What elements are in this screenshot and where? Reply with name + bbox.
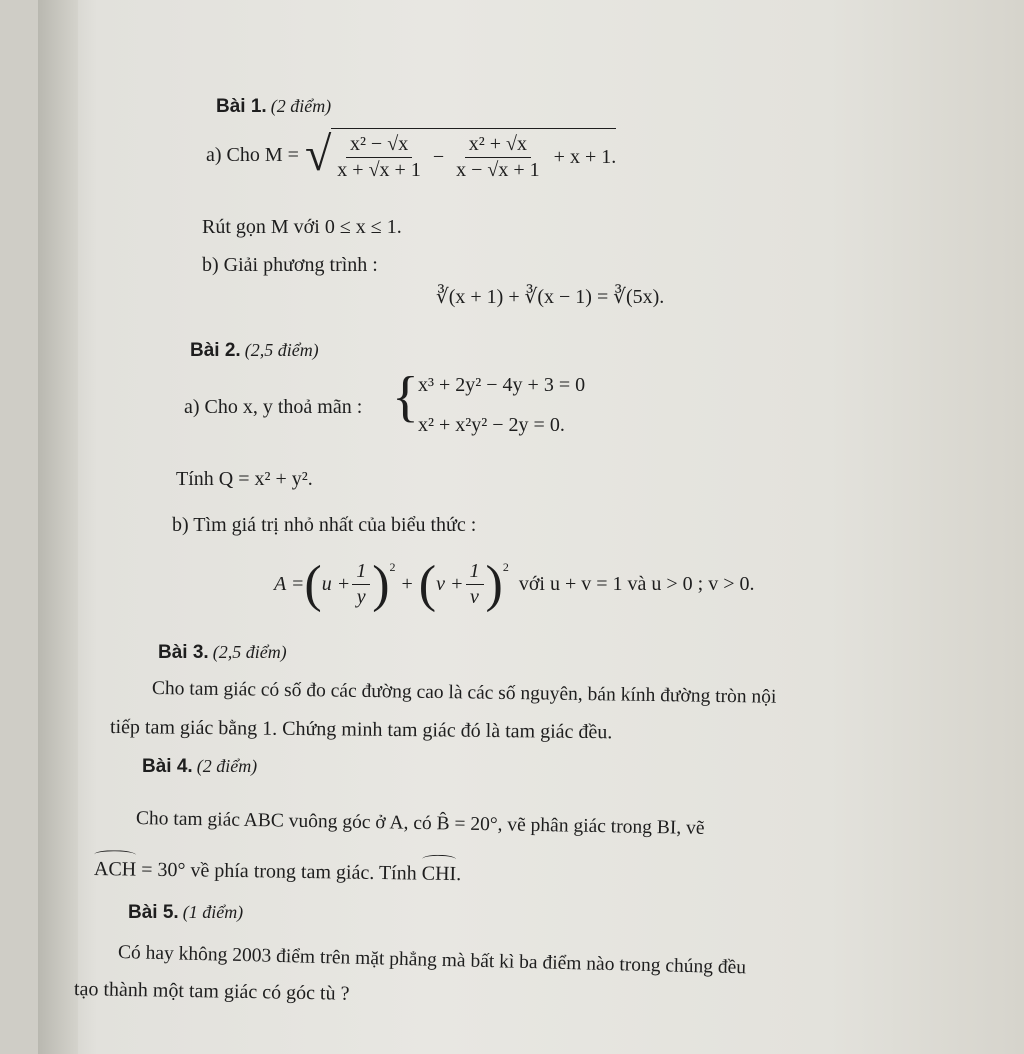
A-plus: +: [401, 573, 413, 595]
paren-close-1: ): [372, 555, 390, 613]
exercise-2a-compute: Tính Q = x² + y².: [176, 468, 313, 490]
angle-ACH: ACH: [94, 852, 137, 882]
exercise-1a-simplify: Rút gọn M với 0 ≤ x ≤ 1.: [202, 216, 402, 238]
exercise-4-line-2-rest: = 30° về phía trong tam giác. Tính: [141, 858, 417, 885]
exercise-4-heading: [142, 756, 257, 778]
exercise-1a-prefix: a) Cho M =: [206, 143, 299, 166]
exercise-4-points: (2 điểm): [196, 756, 258, 776]
exercise-1-title: Bài 1.: [216, 96, 267, 117]
exercise-4-line-2: ACH = 30° về phía trong tam giác. Tính CHI.: [94, 852, 462, 886]
exercise-3-line-2: tiếp tam giác bằng 1. Chứng minh tam giác đó là tam giác đều.: [109, 716, 613, 744]
A-fraction-2-num: 1: [466, 560, 484, 585]
exercise-2b-label: b) Tìm giá trị nhỏ nhất của biểu thức :: [172, 514, 477, 536]
exercise-1b-equation: ∛(x + 1) + ∛(x − 1) = ∛(5x).: [436, 286, 665, 308]
exercise-5-line-1: Có hay không 2003 điểm trên mặt phẳng mà bất kì ba điểm nào trong chúng đều: [117, 942, 747, 979]
fraction-2-den: x − √x + 1: [456, 159, 540, 181]
A-part1-pre: u +: [321, 573, 351, 595]
exercise-3-points: (2,5 điểm): [212, 642, 287, 662]
A-part2-pre: v +: [436, 573, 464, 595]
sqrt-body: [331, 128, 616, 182]
fraction-2-num: x² + √x: [465, 133, 531, 158]
exercise-2b-expression: A = ( u + $\frac{1}{y}$ ) $^2$ + ( v + $\frac{1}{v}$ ) $^2$ với u + v = 1 và u > 0 ; v > 0.: [274, 555, 755, 613]
exercise-5-heading: [128, 902, 243, 924]
A-fraction-2-den: v: [470, 586, 479, 608]
exercise-5-points: (1 điểm): [182, 902, 244, 922]
exercise-2-points: (2,5 điểm): [244, 340, 319, 360]
A-fraction-1: [352, 560, 370, 609]
minus-sign: −: [432, 146, 445, 168]
fraction-1-num: x² − √x: [346, 133, 412, 158]
fraction-1: [333, 133, 425, 182]
exercise-5-title: Bài 5.: [128, 902, 179, 923]
A-fraction-1-num: 1: [352, 560, 370, 585]
exercise-1b-label: b) Giải phương trình :: [202, 254, 378, 276]
exercise-1-points: (2 điểm): [270, 96, 332, 116]
exercise-3-title: Bài 3.: [158, 642, 209, 663]
paren-close-2: ): [485, 555, 503, 613]
exercise-3-line-1: Cho tam giác có số đo các đường cao là các số nguyên, bán kính đường tròn nội: [151, 678, 777, 708]
exercise-1-heading: [216, 96, 331, 118]
exercise-5-line-2: tạo thành một tam giác có góc tù ?: [73, 978, 350, 1005]
sqrt-sign: √: [304, 128, 332, 181]
exercise-2-title: Bài 2.: [190, 340, 241, 361]
fraction-1-den: x + √x + 1: [337, 159, 421, 181]
exercise-4-line-1: Cho tam giác ABC vuông góc ở A, có B̂ = 20°, vẽ phân giác trong BI, vẽ: [135, 808, 705, 839]
expression-tail: + x + 1.: [553, 146, 617, 168]
exercise-3-heading: [158, 642, 287, 664]
A-condition: với u + v = 1 và u > 0 ; v > 0.: [518, 573, 755, 595]
system-eq-2: x² + x²y² − 2y = 0.: [418, 414, 565, 436]
exercise-1a-expression: [206, 128, 616, 182]
system-brace: {: [392, 366, 419, 428]
paren-open-2: (: [418, 555, 437, 613]
exercise-2-heading: [190, 340, 319, 362]
angle-CHI: CHI: [422, 857, 457, 886]
A-fraction-1-den: y: [356, 586, 366, 608]
A-lhs: A =: [274, 573, 305, 595]
book-page: [38, 0, 1024, 1054]
exercise-2a-prefix: a) Cho x, y thoả mãn :: [184, 396, 363, 418]
fraction-2: [452, 133, 544, 182]
A-fraction-2: [466, 560, 484, 609]
book-spine: [38, 0, 78, 1054]
exercise-4-title: Bài 4.: [142, 756, 193, 777]
system-eq-1: x³ + 2y² − 4y + 3 = 0: [418, 374, 586, 396]
paren-open-1: (: [304, 555, 322, 613]
